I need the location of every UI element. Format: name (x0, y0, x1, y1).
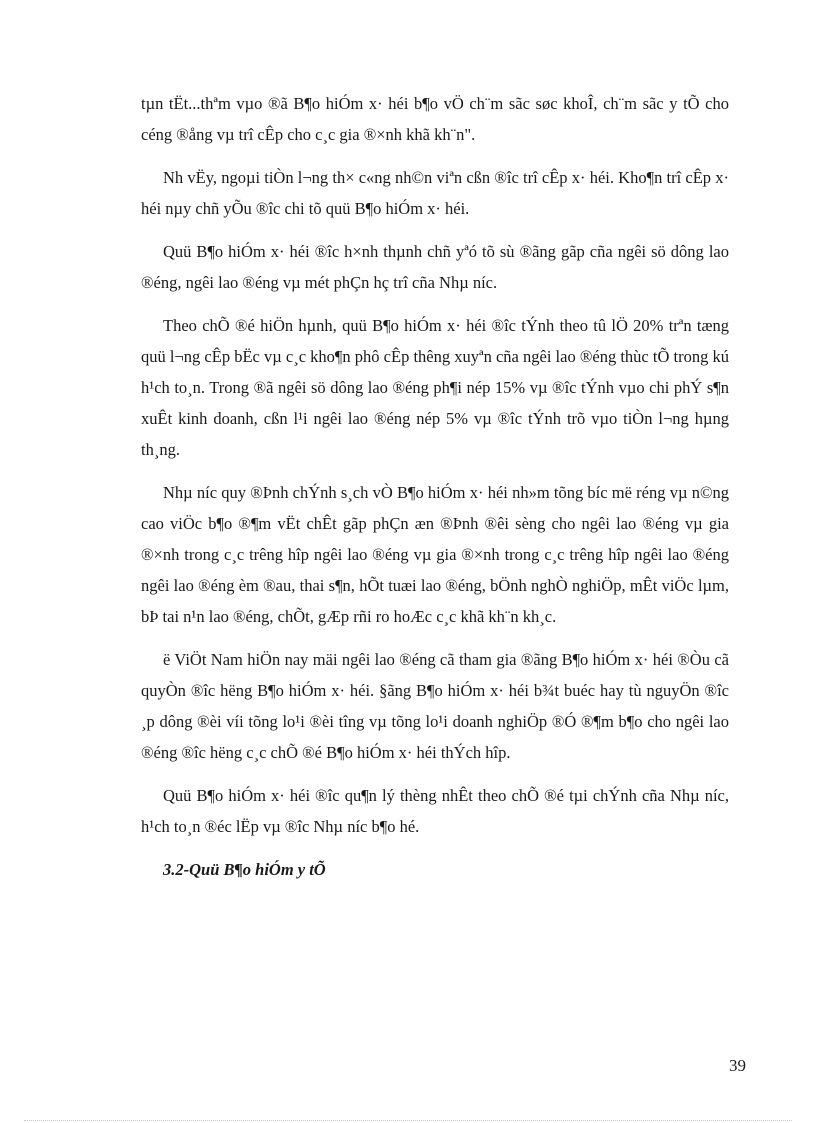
paragraph-fund-management: Quü B¶o hiÓm x· héi ®îc qu¶n lý thèng nhÊt theo chÕ ®é tµi chÝnh cña Nhµ níc, h¹ch to¸n ®éc lËp vµ ®îc Nhµ níc b¶o hé. (141, 786, 729, 836)
page-bottom-divider (24, 1120, 792, 1121)
page-number: 39 (729, 1056, 746, 1075)
paragraph-continued: tµn tËt...thªm vµo ®ã B¶o hiÓm x· héi b¶o vÖ ch¨m sãc søc khoÎ, ch¨m sãc y tÕ cho céng ®ång vµ trî cÊp cho c¸c gia ®×nh khã kh¨n". (141, 94, 729, 144)
paragraph-state-policy: Nhµ níc quy ®Þnh chÝnh s¸ch vÒ B¶o hiÓm x· héi nh»m tõng bíc më réng vµ n©ng cao viÖc b¶o ®¶m vËt chÊt gãp phÇn æn ®Þnh ®êi sèng cho ngêi lao ®éng vµ gia ®×nh trong c¸c trêng hîp ngêi lao ®éng vµ gia ®×nh trong c¸c trêng hîp ngêi lao ®éng ngêi lao ®éng èm ®au, thai s¶n, hÕt tuæi lao ®éng, bÖnh nghÒ nghiÖp, mÊt viÖc lµm, bÞ tai n¹n lao ®éng, chÕt, gÆp rñi ro hoÆc c¸c khã kh¨n kh¸c. (141, 483, 729, 626)
page-body (141, 88, 729, 885)
paragraph-contribution-rate: Theo chÕ ®é hiÖn hµnh, quü B¶o hiÓm x· héi ®îc tÝnh theo tû lÖ 20% trªn tæng quü l¬ng cÊp bËc vµ c¸c kho¶n phô cÊp thêng xuyªn cña ngêi lao ®éng thùc tÕ trong kú h¹ch to¸n. Trong ®ã ngêi sö dông lao ®éng ph¶i nép 15% vµ ®îc tÝnh vµo chi phÝ s¶n xuÊt kinh doanh, cßn l¹i ngêi lao ®éng nép 5% vµ ®îc tÝnh trõ vµo tiÒn l¬ng hµng th¸ng. (141, 316, 729, 459)
section-heading: 3.2-Quü B¶o hiÓm y tÕ (163, 860, 326, 879)
paragraph-fund-formation: Quü B¶o hiÓm x· héi ®îc h×nh thµnh chñ yªó tõ sù ®ãng gãp cña ngêi sö dông lao ®éng, ngêi lao ®éng vµ mét phÇn hç trî cña Nhµ níc. (141, 242, 729, 292)
paragraph-vietnam-rights: ë ViÖt Nam hiÖn nay mäi ngêi lao ®éng cã tham gia ®ãng B¶o hiÓm x· héi ®Òu cã quyÒn ®îc hëng B¶o hiÓm x· héi. §ãng B¶o hiÓm x· héi b¾t buéc hay tù nguyÖn ®îc ¸p dông ®èi víi tõng lo¹i ®èi tîng vµ tõng lo¹i doanh nghiÖp ®Ó ®¶m b¶o cho ngêi lao ®éng ®îc hëng c¸c chÕ ®é B¶o hiÓm x· héi thÝch hîp. (141, 650, 729, 762)
paragraph-social-allowance: Nh vËy, ngoµi tiÒn l¬ng th× c«ng nh©n viªn cßn ®îc trî cÊp x· héi. Kho¶n trî cÊp x· héi nµy chñ yÕu ®îc chi tõ quü B¶o hiÓm x· héi. (141, 168, 729, 218)
